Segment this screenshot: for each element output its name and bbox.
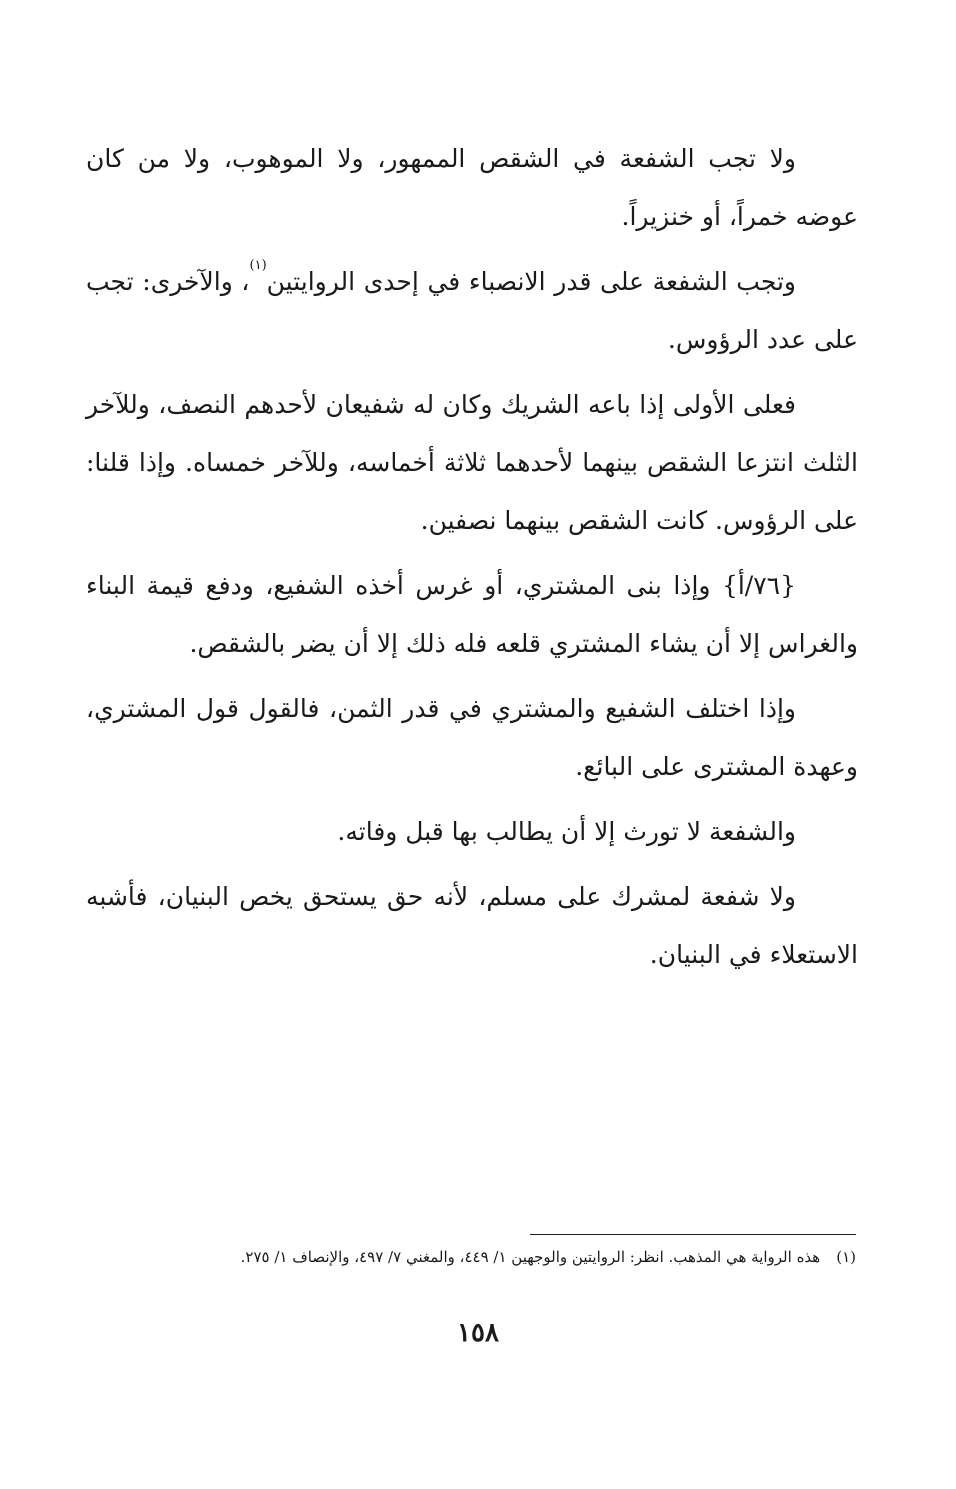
paragraph-2-text-b: ، والآخرى: تجب على عدد الرؤوس. xyxy=(86,267,858,354)
paragraph-6 xyxy=(86,803,858,861)
paragraph-1 xyxy=(86,130,858,246)
paragraph-6-text: والشفعة لا تورث إلا أن يطالب بها قبل وفاته. xyxy=(337,817,796,846)
main-text xyxy=(86,130,858,991)
paragraph-4-text: {٧٦/أ} وإذا بنى المشتري، أو غرس أخذه الشفيع، ودفع قيمة البناء والغراس إلا أن يشاء المشتري قلعه فله ذلك إلا أن يضر بالشقص. xyxy=(86,571,858,658)
paragraph-5-text: وإذا اختلف الشفيع والمشتري في قدر الثمن، فالقول قول المشتري، وعهدة المشترى على البائع. xyxy=(86,694,858,781)
paragraph-3-text: فعلى الأولى إذا باعه الشريك وكان له شفيعان لأحدهم النصف، وللآخر الثلث انتزعا الشقص بينهما لأحدهما ثلاثة أخماسه، وللآخر خمساه. وإذا قلنا: على الرؤوس. كانت الشقص بينهما نصفين. xyxy=(86,390,858,535)
footnote-text: هذه الرواية هي المذهب. انظر: الروايتين والوجهين ١/ ٤٤٩، والمغني ٧/ ٤٩٧، والإنصاف ١/ ٢٧٥. xyxy=(240,1248,821,1266)
footnote-reference: (١) xyxy=(249,258,267,273)
paragraph-2 xyxy=(86,253,858,369)
paragraph-5 xyxy=(86,680,858,796)
paragraph-7 xyxy=(86,868,858,984)
footnote xyxy=(100,1244,856,1270)
footnote-number: (١) xyxy=(836,1248,856,1266)
paragraph-3 xyxy=(86,376,858,550)
footnote-separator xyxy=(530,1234,856,1235)
paragraph-7-text: ولا شفعة لمشرك على مسلم، لأنه حق يستحق يخص البنيان، فأشبه الاستعلاء في البنيان. xyxy=(86,882,858,969)
paragraph-2-text-a: وتجب الشفعة على قدر الانصباء في إحدى الروايتين xyxy=(266,267,797,296)
page-number: ١٥٨ xyxy=(457,1318,499,1348)
paragraph-4 xyxy=(86,557,858,673)
paragraph-1-text: ولا تجب الشفعة في الشقص الممهور، ولا الموهوب، ولا من كان عوضه خمراً، أو خنزيراً. xyxy=(86,144,858,231)
